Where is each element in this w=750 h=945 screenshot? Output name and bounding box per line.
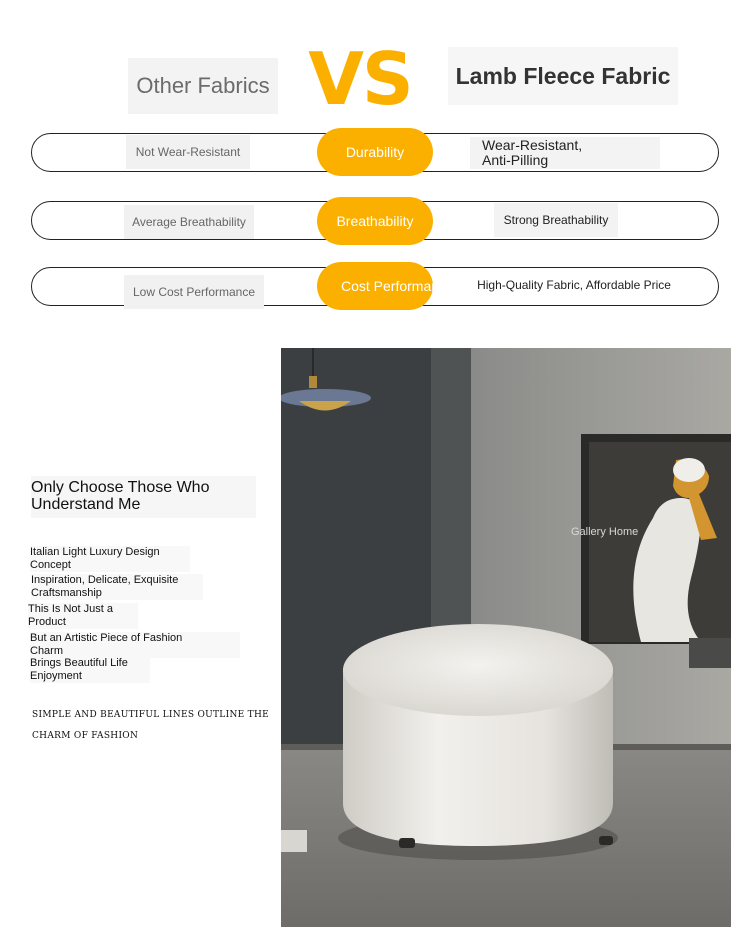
tagline-heading xyxy=(31,476,256,518)
feature-item xyxy=(28,603,138,629)
feature-line: Italian Light Luxury Design xyxy=(30,546,160,558)
other-durability-text: Not Wear-Resistant xyxy=(126,135,250,169)
feature-item xyxy=(30,657,150,683)
caption-line2: CHARM OF FASHION xyxy=(32,731,139,741)
feature-item xyxy=(30,632,240,658)
feature-line: Charm xyxy=(30,645,64,657)
feature-item xyxy=(30,546,190,572)
breathability-badge: Breathability xyxy=(317,197,433,245)
feature-line: Inspiration, Delicate, Exquisite xyxy=(31,574,179,586)
feature-line: Enjoyment xyxy=(30,670,82,682)
feature-line: But an Artistic Piece of Fashion xyxy=(30,632,183,644)
lamb-fleece-heading: Lamb Fleece Fabric xyxy=(448,47,678,105)
tagline-line2: Understand Me xyxy=(31,496,141,513)
durability-badge: Durability xyxy=(317,128,433,176)
lamb-durability-text xyxy=(470,137,660,169)
other-cost-text: Low Cost Performance xyxy=(124,275,264,309)
feature-item xyxy=(31,574,203,600)
lamb-cost-text: High-Quality Fabric, Affordable Price xyxy=(460,270,688,300)
feature-line: Craftsmanship xyxy=(31,587,102,599)
ottoman-scene-illustration xyxy=(281,348,731,927)
feature-line: Brings Beautiful Life xyxy=(30,657,128,669)
cost-performance-badge: Cost Performance xyxy=(317,262,433,310)
feature-line: This Is Not Just a xyxy=(28,603,113,615)
other-fabrics-heading: Other Fabrics xyxy=(128,58,278,114)
product-photo xyxy=(281,348,731,927)
vs-label: VS xyxy=(308,37,412,121)
other-breathability-text: Average Breathability xyxy=(124,205,254,239)
lamb-durability-line2: Anti-Pilling xyxy=(482,152,549,168)
caption-line1: SIMPLE AND BEAUTIFUL LINES OUTLINE THE xyxy=(32,710,269,720)
feature-line: Product xyxy=(28,616,66,628)
lamb-durability-line1: Wear-Resistant, xyxy=(482,137,583,153)
watermark-text: Gallery Home xyxy=(571,526,639,538)
tagline-line1: Only Choose Those Who xyxy=(31,479,210,496)
lamb-breathability-text: Strong Breathability xyxy=(494,203,618,237)
feature-line: Concept xyxy=(30,559,71,571)
